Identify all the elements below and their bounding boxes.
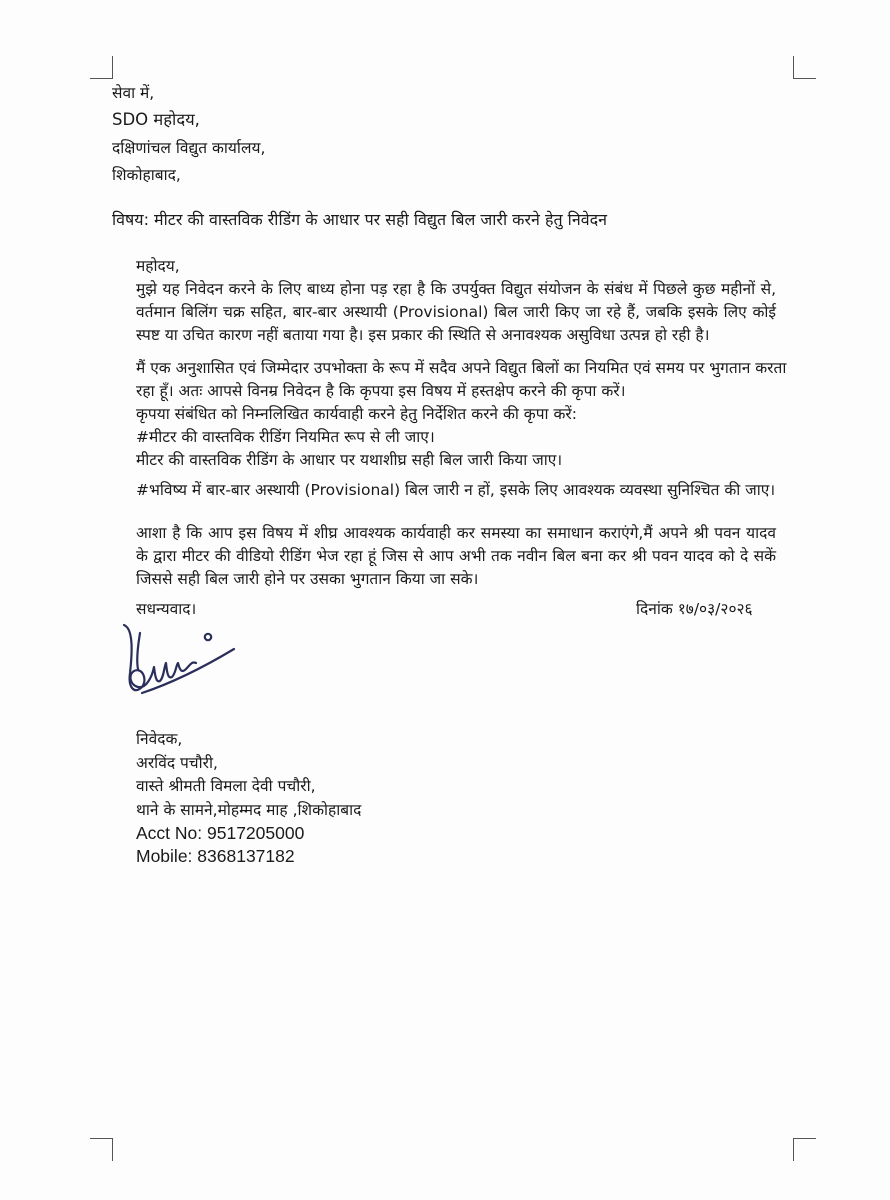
salutation: महोदय, — [136, 257, 180, 275]
recipient-line-4: शिकोहाबाद, — [112, 166, 181, 184]
crop-mark-top-left — [90, 56, 113, 79]
crop-mark-bottom-left — [90, 1138, 113, 1161]
paragraph-2 — [136, 357, 787, 472]
closing-text: सधन्यवाद। — [136, 600, 197, 618]
paragraph-2-line-3: कृपया संबंधित को निम्नलिखित कार्यवाही करने हेतु निर्देशित करने की कृपा करें: — [136, 405, 577, 423]
signature-image — [112, 615, 242, 705]
mobile-number: Mobile: 8368137182 — [136, 846, 295, 866]
paragraph-2-line-1: मैं एक अनुशासित एवं जिम्मेदार उपभोक्ता के रूप में सदैव अपने विद्युत बिलों का नियमित एवं समय पर भुगतान करता — [136, 359, 787, 377]
paragraph-4: आशा है कि आप इस विषय में शीघ्र आवश्यक कार्यवाही कर समस्या का समाधान कराएंगे,मैं अपने श्री पवन यादव के द्वारा मीटर की वीडियो रीडिंग भेज रहा हूं जिस से आप अभी तक नवीन बिल बना कर श्री पवन यादव को दे सकें जिससे सही बिल जारी होने पर उसका भुगतान किया जा सके। — [136, 524, 776, 588]
sender-block — [136, 728, 361, 868]
request-item-2: मीटर की वास्तविक रीडिंग के आधार पर यथाशीघ्र सही बिल जारी किया जाए। — [136, 451, 563, 469]
crop-mark-top-right — [793, 56, 816, 79]
account-number: Acct No: 9517205000 — [136, 823, 305, 843]
letter-date: दिनांक १७/०३/२०२६ — [636, 600, 753, 618]
sender-label: निवेदक, — [136, 730, 183, 748]
sender-care-of: वास्ते श्रीमती विमला देवी पचौरी, — [136, 777, 316, 795]
request-item-1: #मीटर की वास्तविक रीडिंग नियमित रूप से ली जाए। — [136, 428, 435, 446]
sender-name: अरविंद पचौरी, — [136, 753, 218, 772]
subject-line: विषय: मीटर की वास्तविक रीडिंग के आधार पर सही विद्युत बिल जारी करने हेतु निवेदन — [112, 210, 607, 229]
crop-mark-bottom-right — [793, 1138, 816, 1161]
paragraph-3: #भविष्य में बार-बार अस्थायी (Provisional) बिल जारी न हों, इसके लिए आवश्यक व्यवस्था सुनिश्चित की जाए। — [136, 481, 776, 499]
recipient-line-3: दक्षिणांचल विद्युत कार्यालय, — [112, 139, 266, 157]
recipient-line-1: सेवा में, — [112, 84, 155, 102]
paragraph-1: मुझे यह निवेदन करने के लिए बाध्य होना पड़ रहा है कि उपर्युक्त विद्युत संयोजन के संबंध में पिछले कुछ महीनों से, वर्तमान बिलिंग चक्र सहित, बार-बार अस्थायी (Provisional) बिल जारी किए जा रहे हैं, जबकि इसके लिए कोई स्पष्ट या उचित कारण नहीं बताया गया है। इस प्रकार की स्थिति से अनावश्यक असुविधा उत्पन्न हो रही है। — [136, 280, 776, 344]
recipient-line-2: SDO महोदय, — [112, 110, 200, 129]
paragraph-2-line-2: रहा हूँ। अतः आपसे विनम्र निवेदन है कि कृपया इस विषय में हस्तक्षेप करने की कृपा करें। — [136, 382, 626, 400]
sender-address: थाने के सामने,मोहम्मद माह ,शिकोहाबाद — [136, 800, 362, 819]
